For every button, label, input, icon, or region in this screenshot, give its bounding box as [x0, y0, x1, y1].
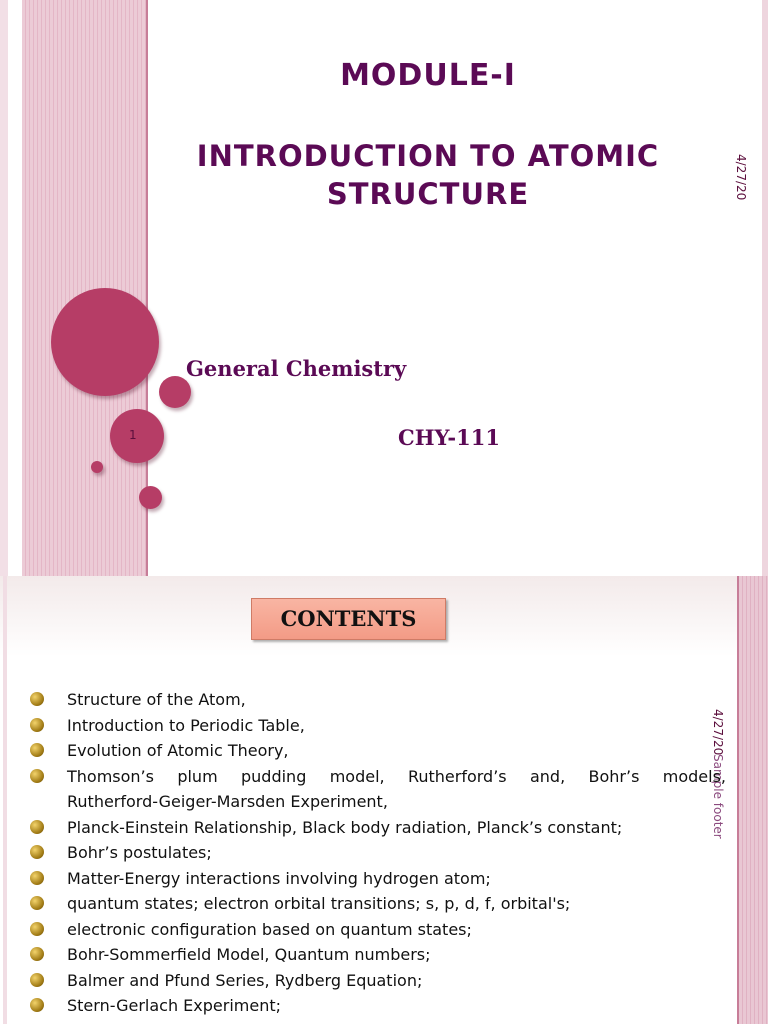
- list-item: Bohr’s postulates;: [30, 840, 726, 866]
- list-item-continuation: Rutherford-Geiger-Marsden Experiment,: [67, 792, 388, 811]
- decorative-circle-small-2: [139, 486, 162, 509]
- list-item: Matter-Energy interactions involving hydrogen atom;: [30, 866, 726, 892]
- main-title: INTRODUCTION TO ATOMIC STRUCTURE: [196, 139, 660, 211]
- left-border: [3, 576, 7, 1024]
- decorative-stripe: [739, 576, 768, 1024]
- right-border: [762, 0, 768, 576]
- list-item: Introduction to Periodic Table,: [30, 713, 726, 739]
- list-item: Bohr-Sommerfield Model, Quantum numbers;: [30, 942, 726, 968]
- slide-date: 4/27/20: [711, 709, 725, 756]
- contents-slide: [0, 576, 768, 1024]
- list-item: electronic configuration based on quantum states;: [30, 917, 726, 943]
- slide-footer: Sample footer: [711, 754, 725, 839]
- list-item: Thomson’s plum pudding model, Rutherford’s and, Bohr’s models,: [30, 764, 726, 790]
- list-item: Stern-Gerlach Experiment;: [30, 993, 726, 1019]
- contents-heading: CONTENTS: [251, 598, 446, 640]
- bullet-icon: [30, 896, 44, 910]
- subtitle: General Chemistry: [186, 356, 407, 381]
- list-item: Balmer and Pfund Series, Rydberg Equation;: [30, 968, 726, 994]
- bullet-icon: [30, 820, 44, 834]
- bullet-icon: [30, 718, 44, 732]
- list-item: quantum states; electron orbital transitions; s, p, d, f, orbital's;: [30, 891, 726, 917]
- list-item: Planck-Einstein Relationship, Black body radiation, Planck’s constant;: [30, 815, 726, 841]
- list-item: Structure of the Atom,: [30, 687, 726, 713]
- bullet-icon: [30, 769, 44, 783]
- bullet-icon: [30, 743, 44, 757]
- left-border: [0, 0, 8, 576]
- slide-number: 1: [129, 428, 137, 442]
- decorative-stripe: [22, 0, 146, 576]
- contents-list: [30, 687, 726, 1019]
- bullet-icon: [30, 998, 44, 1012]
- decorative-circle-large: [51, 288, 159, 396]
- bullet-icon: [30, 947, 44, 961]
- slide-date: 4/27/20: [734, 154, 748, 201]
- bullet-icon: [30, 973, 44, 987]
- module-title: MODULE-I: [340, 58, 516, 93]
- decorative-circle-tiny: [91, 461, 103, 473]
- bullet-icon: [30, 922, 44, 936]
- decorative-circle-medium: [110, 409, 164, 463]
- bullet-icon: [30, 845, 44, 859]
- bullet-icon: [30, 692, 44, 706]
- course-code: CHY-111: [398, 425, 500, 450]
- bullet-icon: [30, 871, 44, 885]
- list-item: Evolution of Atomic Theory,: [30, 738, 726, 764]
